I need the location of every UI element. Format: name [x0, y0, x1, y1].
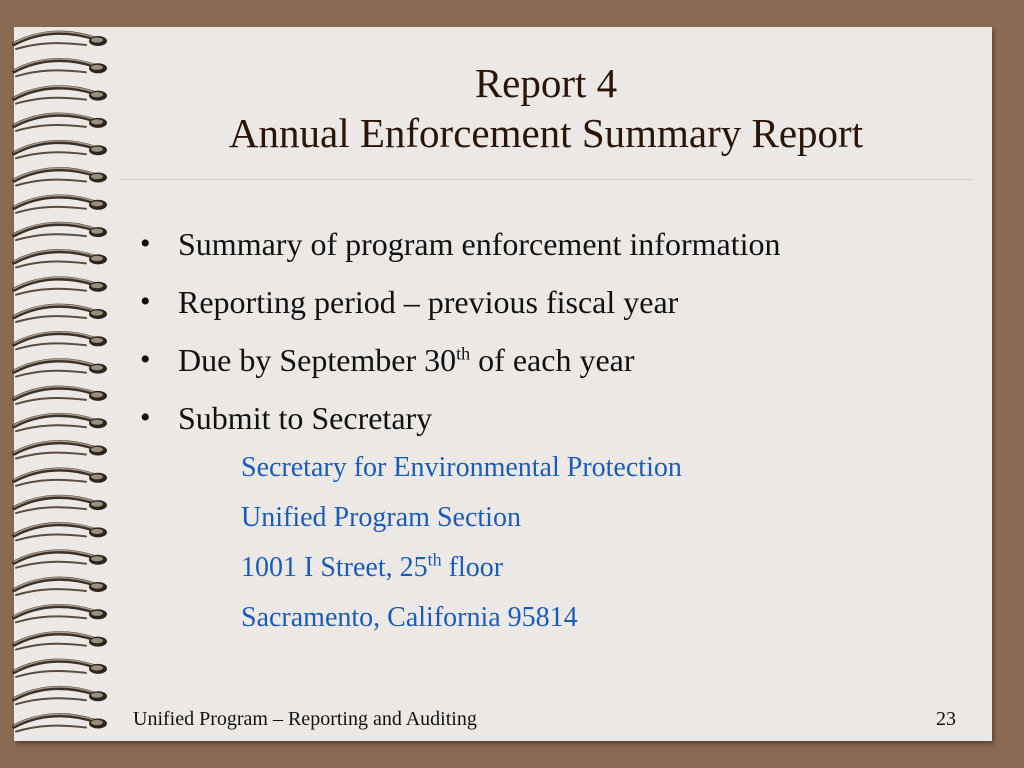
- bullet-icon: •: [140, 227, 151, 260]
- bullet-icon: •: [140, 285, 151, 318]
- title-line-2: Annual Enforcement Summary Report: [228, 110, 864, 156]
- bullet-text: Summary of program enforcement information: [178, 226, 781, 262]
- mailing-address: [241, 450, 682, 650]
- bullet-icon: •: [140, 401, 151, 434]
- footer-text: Unified Program – Reporting and Auditing: [133, 708, 477, 730]
- bullet-text: Due by September 30th of each year: [178, 342, 635, 378]
- bullet-icon: •: [140, 343, 151, 376]
- bullet-item: [140, 338, 780, 396]
- bullet-item: [140, 280, 780, 338]
- address-line-4: Sacramento, California 95814: [241, 602, 578, 633]
- address-line-3: 1001 I Street, 25th floor: [241, 549, 504, 583]
- title-divider: [118, 179, 973, 180]
- bullet-item: [140, 396, 780, 454]
- address-line-2: Unified Program Section: [241, 502, 521, 533]
- slide-title: [120, 58, 972, 158]
- spiral-binding-icon: [0, 0, 120, 768]
- bullet-list: [140, 222, 780, 454]
- bullet-text: Reporting period – previous fiscal year: [178, 284, 679, 320]
- page-number: 23: [936, 708, 956, 730]
- address-line-1: Secretary for Environmental Protection: [241, 452, 682, 483]
- bullet-item: [140, 222, 780, 280]
- bullet-text: Submit to Secretary: [178, 400, 433, 436]
- title-line-1: Report 4: [474, 60, 618, 106]
